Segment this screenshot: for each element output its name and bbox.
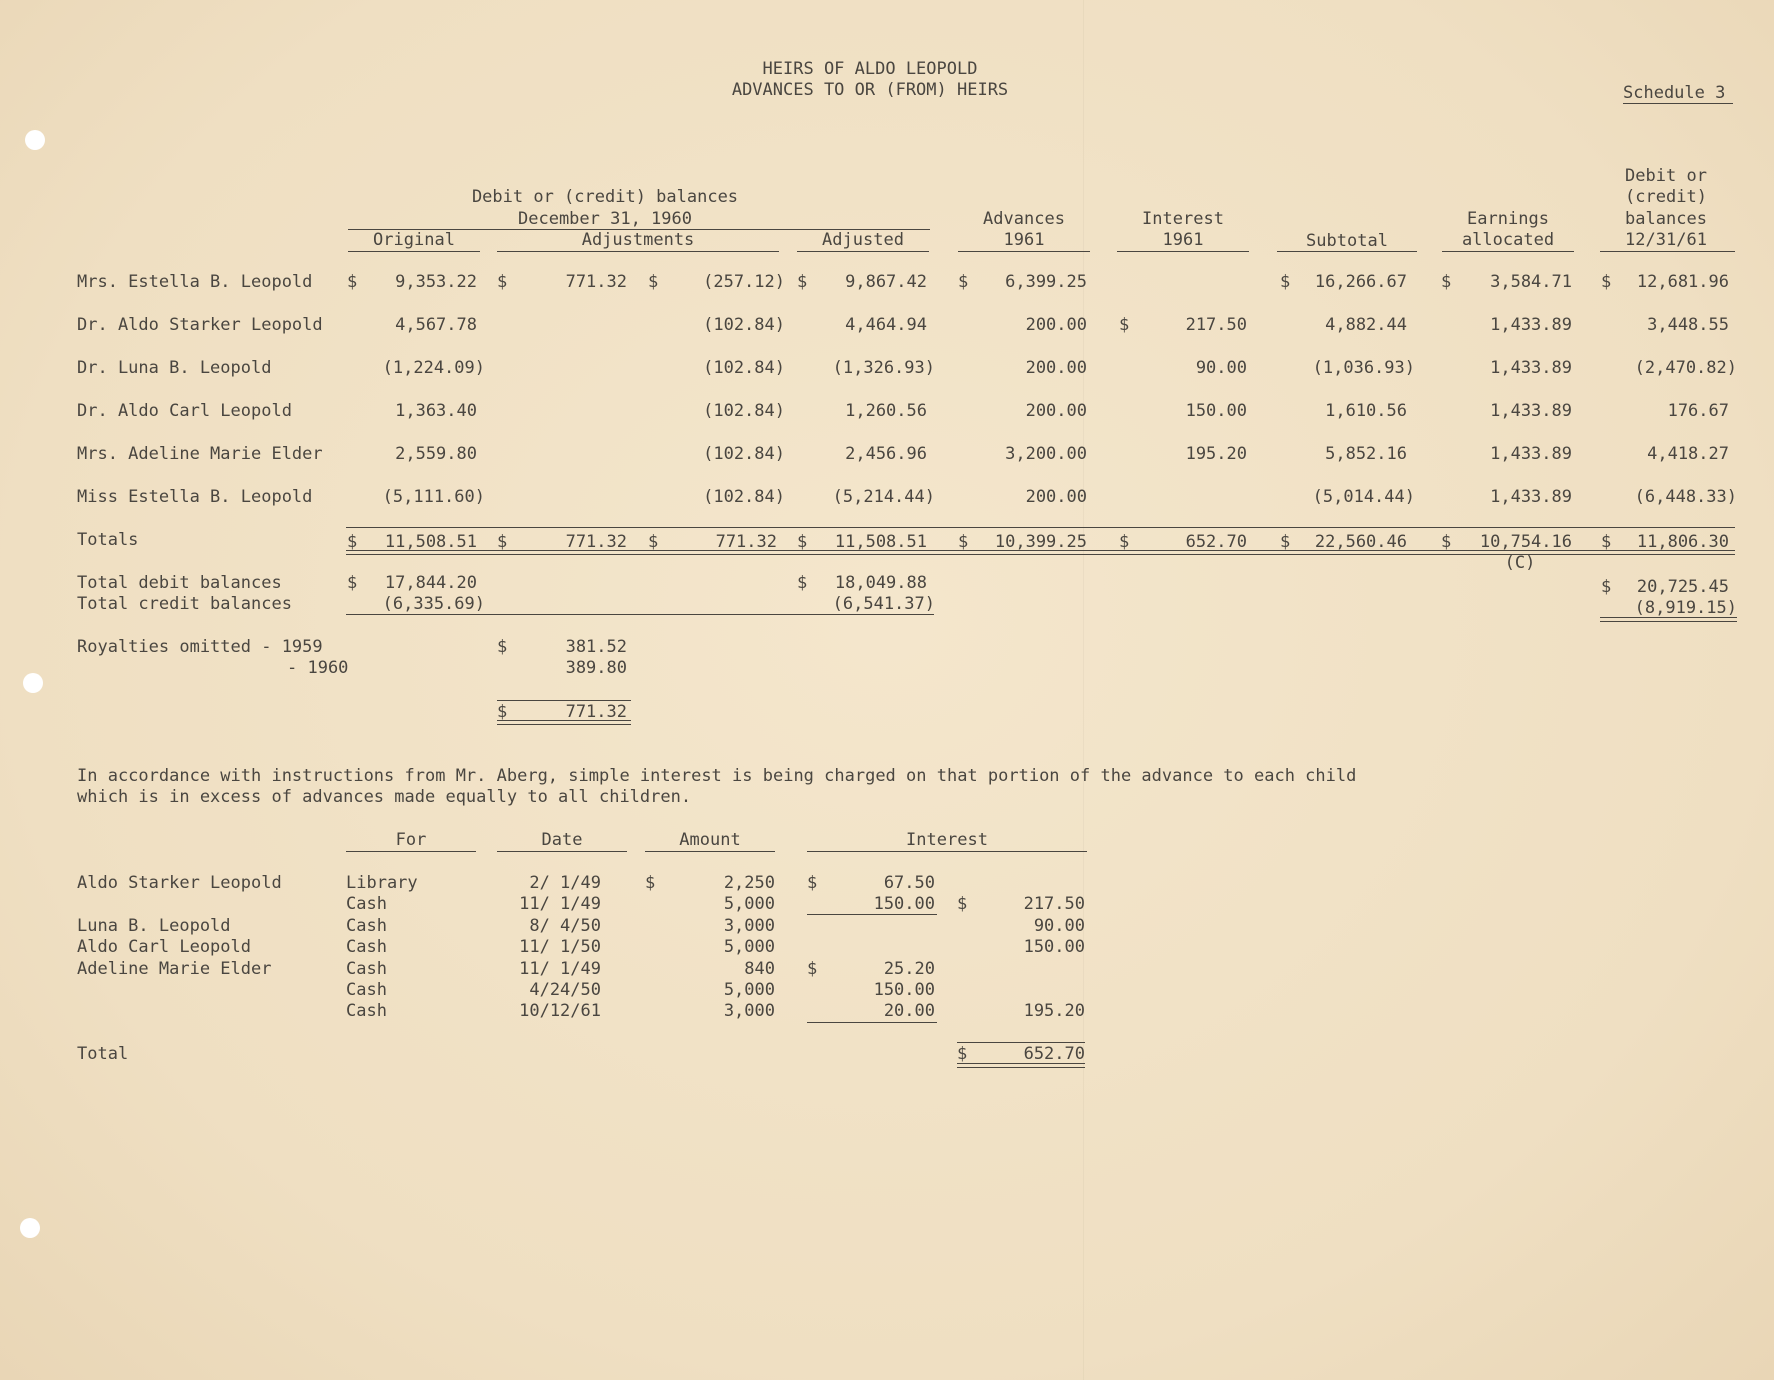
header-date-col: Date — [541, 830, 583, 850]
cell-earnings: 3,584.71 — [1490, 272, 1572, 292]
header-final-1: Debit or — [1625, 166, 1707, 186]
cell-advances: 3,200.00 — [1005, 444, 1087, 464]
cell-advances: 200.00 — [1025, 401, 1087, 421]
cell-original: 4,567.78 — [395, 315, 477, 335]
cell-final: 12,681.96 — [1636, 272, 1729, 292]
total-adj1: 771.32 — [565, 532, 627, 552]
cell-adjusted: 4,464.94 — [845, 315, 927, 335]
cell-adjusted: 9,867.42 — [845, 272, 927, 292]
royalties-1959-value: 381.52 — [565, 637, 627, 657]
cell-adjusted: (5,214.44) — [832, 487, 935, 507]
header-for: For — [395, 830, 427, 850]
row-name: Mrs. Estella B. Leopold — [77, 272, 313, 292]
header-debit-credit: Debit or (credit) balances — [471, 187, 739, 207]
credit-adjusted: (6,541.37) — [832, 594, 935, 614]
punch-hole — [20, 1218, 40, 1238]
total-subtotal: 22,560.46 — [1314, 532, 1407, 552]
header-adjusted: Adjusted — [822, 230, 904, 250]
header-advances-2: 1961 — [1003, 230, 1045, 250]
cell-subtotal: (1,036.93) — [1312, 358, 1415, 378]
cell-adjusted: (1,326.93) — [832, 358, 935, 378]
royalties-1959-label: Royalties omitted - 1959 — [77, 637, 323, 657]
cell-original: (1,224.09) — [382, 358, 485, 378]
cell-original: 9,353.22 — [395, 272, 477, 292]
cell-earnings: 1,433.89 — [1490, 315, 1572, 335]
punch-hole — [25, 130, 45, 150]
total-final: 11,806.30 — [1636, 532, 1729, 552]
row-name: Dr. Aldo Starker Leopold — [77, 315, 323, 335]
total-original: 11,508.51 — [384, 532, 477, 552]
cell-earnings: 1,433.89 — [1490, 444, 1572, 464]
header-interest-2: 1961 — [1162, 230, 1204, 250]
royalties-1960-label: - 1960 — [287, 658, 349, 678]
title-line1: HEIRS OF ALDO LEOPOLD — [762, 59, 978, 79]
cell-subtotal: 5,852.16 — [1325, 444, 1407, 464]
cell-advances: 200.00 — [1025, 487, 1087, 507]
header-interest-1: Interest — [1142, 209, 1224, 229]
cell-final: (6,448.33) — [1634, 487, 1737, 507]
debit-final: 20,725.45 — [1636, 577, 1729, 597]
header-date: December 31, 1960 — [518, 209, 692, 229]
cell-original: (5,111.60) — [382, 487, 485, 507]
row-name: Mrs. Adeline Marie Elder — [77, 444, 323, 464]
document-page: HEIRS OF ALDO LEOPOLD ADVANCES TO OR (FROM) HEIRS Schedule 3 Debit or (credit) balances December 31, 1960 Original Adjustments Adjusted Advances 1961 Interest 1961 Subtotal Earnings allocated Debit or (credit) balances 12/31/61 Mrs. Estella B. Leopold $ 9,353.22 $ 771.32 $ (257.12) $ 9,867.42 $ 6,399.25 $ 16,266.67 $ 3,584.71 $ 12,681.96 Dr. Aldo Starker Leopold 4,567.78 (102.84) 4,464.94 200.00 $ 217.50 4,882.44 1,433.89 3,448.55 Dr. Luna B. Leopold (1,224.09) (102.84) (1,326.93) 200.00 90.00 (1,036.93) 1,433.89 (2,470.82) Dr. Aldo Carl Leopold 1,363.40 (102.84) 1,260.56 200.00 150.00 1,610.56 1,433.89 176.67 Mrs. Adeline Marie Elder 2,559.80 (102.84) 2,456.96 3,200.00 195.20 5,852.16 1,433.89 4,418.27 Miss Estella B. Leopold (5,111.60) (102.84) (5,214.44) 200.00 (5,014.44) 1,433.89 (6,448.33) Totals $ 11,508.51 $ 771.32 $ 771.32 $ 11,508.51 $ 10,399.25 $ 652.70 $ 22,560.46 $ 10,754.16 (C) $ 11,806.30 Total debit balances $ 17,844.20 $ 18,049.88 $ 20,725.45 Total credit balances (6,335.69) (6,541.37) (8,919.15) Royalties omitted - 1959 - 1960 $ 381.52 389.80 $ 771.32 In accordance with instructions from Mr. Aberg, simple interest is being charged on that portion of the advance to each child which is in excess of advances made equally to all children. For Date Amount Interest Aldo Starker Leopold Library 2/ 1/49 $ 2,250 $ 67.50 Cash 11/ 1/49 5,000 150.00 $ 217.50 Luna B. Leopold Cash 8/ 4/50 3,000 90.00 Aldo Carl Leopold Cash 11/ 1/50 5,000 150.00 Adeline Marie Elder Cash 11/ 1/49 840 $ 25.20 Cash 4/24/50 5,000 150.00 Cash 10/12/61 3,000 20.00 195.20 Total $ 652.70 — [0, 0, 1774, 1380]
credit-original: (6,335.69) — [382, 594, 485, 614]
debit-adjusted: 18,049.88 — [834, 573, 927, 593]
cell-adj2: (102.84) — [703, 487, 785, 507]
interest-total: 652.70 — [1023, 1044, 1085, 1064]
total-adjusted: 11,508.51 — [834, 532, 927, 552]
royalties-1960-value: 389.80 — [565, 658, 627, 678]
header-original: Original — [373, 230, 455, 250]
cell-final: 4,418.27 — [1647, 444, 1729, 464]
cell-interest: 150.00 — [1185, 401, 1247, 421]
cell-adj2: (102.84) — [703, 444, 785, 464]
cell-earnings: 1,433.89 — [1490, 358, 1572, 378]
interest-total-label: Total — [77, 1044, 129, 1064]
cell-final: 176.67 — [1667, 401, 1729, 421]
cell-interest: 195.20 — [1185, 444, 1247, 464]
note-line2: which is in excess of advances made equally to all children. — [77, 787, 692, 807]
cell-original: 2,559.80 — [395, 444, 477, 464]
total-adj2: 771.32 — [715, 532, 777, 552]
cell-subtotal: 4,882.44 — [1325, 315, 1407, 335]
totals-label: Totals — [77, 530, 139, 550]
cell-final: 3,448.55 — [1647, 315, 1729, 335]
cell-subtotal: 1,610.56 — [1325, 401, 1407, 421]
header-advances-1: Advances — [983, 209, 1065, 229]
title-line2: ADVANCES TO OR (FROM) HEIRS — [731, 80, 1009, 100]
cell-earnings: 1,433.89 — [1490, 487, 1572, 507]
debit-original: 17,844.20 — [384, 573, 477, 593]
note-line1: In accordance with instructions from Mr. Aberg, simple interest is being charged on that portion of the advance to each child — [77, 766, 1357, 786]
cell-subtotal: (5,014.44) — [1312, 487, 1415, 507]
total-advances: 10,399.25 — [994, 532, 1087, 552]
debit-balances-label: Total debit balances — [77, 573, 282, 593]
total-earnings: 10,754.16 — [1479, 532, 1572, 552]
header-final-3: balances — [1625, 209, 1707, 229]
row-name: Dr. Luna B. Leopold — [77, 358, 272, 378]
cell-advances: 200.00 — [1025, 315, 1087, 335]
cell-adj1: 771.32 — [565, 272, 627, 292]
credit-balances-label: Total credit balances — [77, 594, 292, 614]
header-final-4: 12/31/61 — [1625, 230, 1707, 250]
cell-interest: 217.50 — [1185, 315, 1247, 335]
cell-subtotal: 16,266.67 — [1314, 272, 1407, 292]
cell-adjusted: 1,260.56 — [845, 401, 927, 421]
header-amount: Amount — [679, 830, 741, 850]
cell-adj2: (102.84) — [703, 315, 785, 335]
header-final-2: (credit) — [1625, 187, 1707, 207]
credit-final: (8,919.15) — [1634, 598, 1737, 618]
header-interest-col: Interest — [906, 830, 988, 850]
schedule-label: Schedule 3 — [1623, 83, 1726, 103]
cell-adj2: (257.12) — [703, 272, 785, 292]
header-adjustments: Adjustments — [581, 230, 695, 250]
header-earnings-2: allocated — [1461, 230, 1555, 250]
paper-fold — [1083, 0, 1084, 1380]
punch-hole — [23, 673, 43, 693]
cell-adj2: (102.84) — [703, 401, 785, 421]
cell-final: (2,470.82) — [1634, 358, 1737, 378]
earnings-note: (C) — [1504, 553, 1536, 573]
header-subtotal: Subtotal — [1306, 231, 1388, 251]
cell-adj2: (102.84) — [703, 358, 785, 378]
cell-adjusted: 2,456.96 — [845, 444, 927, 464]
cell-earnings: 1,433.89 — [1490, 401, 1572, 421]
total-interest: 652.70 — [1185, 532, 1247, 552]
row-name: Dr. Aldo Carl Leopold — [77, 401, 292, 421]
cell-advances: 6,399.25 — [1005, 272, 1087, 292]
cell-advances: 200.00 — [1025, 358, 1087, 378]
row-name: Miss Estella B. Leopold — [77, 487, 313, 507]
royalties-total: 771.32 — [565, 702, 627, 722]
cell-interest: 90.00 — [1195, 358, 1247, 378]
header-earnings-1: Earnings — [1467, 209, 1549, 229]
cell-original: 1,363.40 — [395, 401, 477, 421]
